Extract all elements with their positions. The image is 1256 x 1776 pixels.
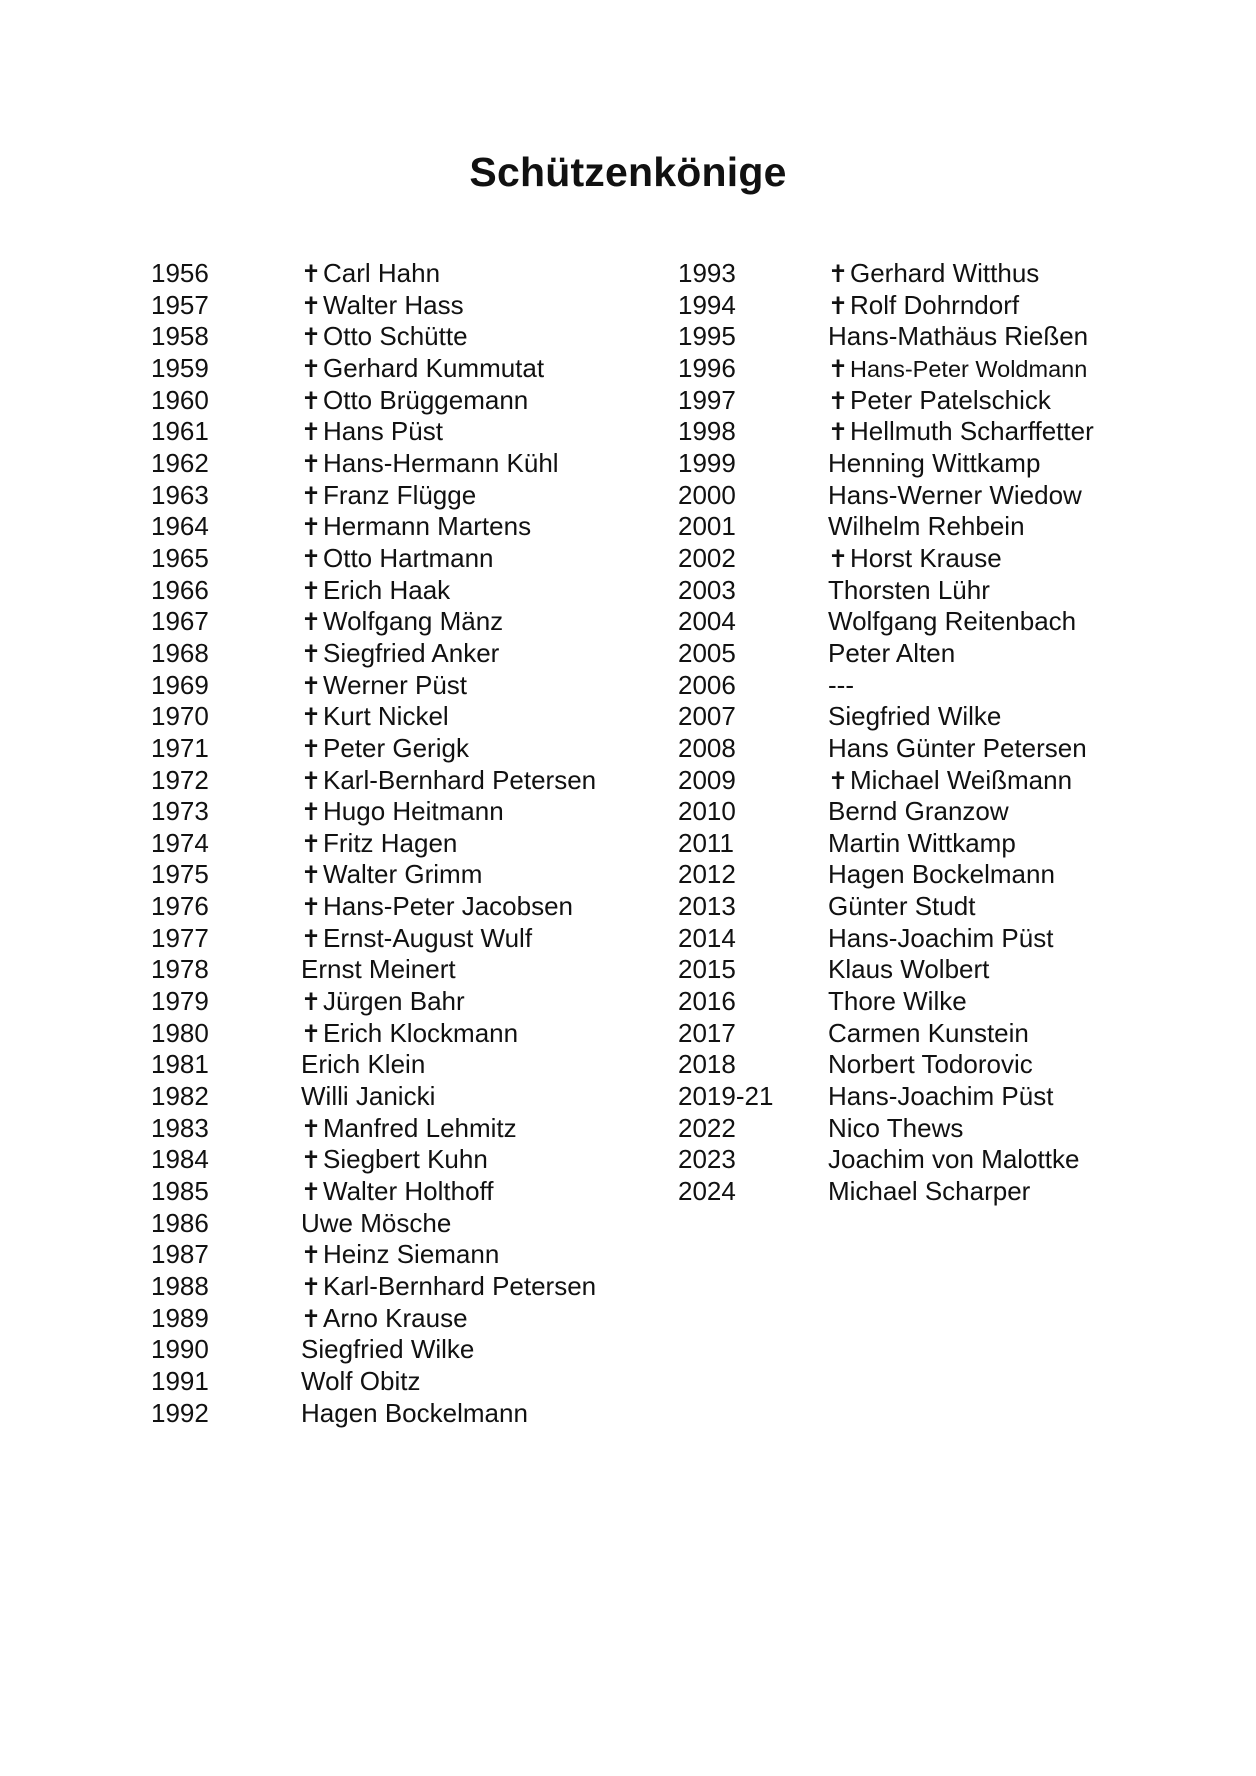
year-label: 1981 <box>151 1049 209 1080</box>
cross-icon: ✝ <box>301 703 322 732</box>
cross-icon: ✝ <box>828 354 849 383</box>
king-name-text: Otto Schütte <box>323 321 468 352</box>
king-name <box>301 575 450 608</box>
king-name <box>828 575 990 607</box>
king-name <box>828 543 1002 576</box>
year-label: 2013 <box>678 891 736 922</box>
king-name <box>828 511 1025 543</box>
king-name <box>828 1144 1079 1176</box>
year-label: 1984 <box>151 1144 209 1175</box>
king-name <box>301 1049 425 1081</box>
king-name <box>828 353 1087 386</box>
year-label: 1956 <box>151 258 209 288</box>
king-name <box>301 1366 420 1398</box>
year-label: 2024 <box>678 1176 736 1207</box>
year-label: 1972 <box>151 764 209 795</box>
cross-icon: ✝ <box>301 260 322 288</box>
year-label: 2018 <box>678 1049 736 1080</box>
cross-icon: ✝ <box>301 988 322 1017</box>
year-label: 1959 <box>151 352 209 383</box>
year-label: 1967 <box>151 606 209 637</box>
cross-icon: ✝ <box>301 829 322 858</box>
cross-icon: ✝ <box>828 291 849 320</box>
king-name-text: Franz Flügge <box>323 479 477 510</box>
king-name-text: Siegbert Kuhn <box>323 1144 488 1175</box>
king-name <box>301 1303 468 1336</box>
king-name-text: Peter Patelschick <box>850 384 1051 415</box>
cross-icon: ✝ <box>301 1241 322 1270</box>
year-label: 1997 <box>678 384 736 415</box>
king-name <box>828 923 1053 955</box>
cross-icon: ✝ <box>301 418 322 447</box>
king-name <box>301 321 468 354</box>
king-name <box>301 1398 528 1430</box>
king-name-text: Martin Wittkamp <box>828 827 1016 858</box>
king-name <box>301 385 528 418</box>
king-name <box>828 258 1039 291</box>
king-name <box>301 670 467 703</box>
king-name-text: Hans-Joachim Püst <box>828 1081 1054 1112</box>
cross-icon: ✝ <box>301 449 322 478</box>
king-name-text: --- <box>828 669 854 700</box>
king-name <box>828 638 955 670</box>
king-name-text: Wilhelm Rehbein <box>828 511 1025 542</box>
cross-icon: ✝ <box>301 513 322 542</box>
king-name-text: Hagen Bockelmann <box>301 1397 528 1428</box>
cross-icon: ✝ <box>301 354 322 383</box>
king-name-text: Siegfried Wilke <box>301 1334 475 1365</box>
king-name <box>828 796 1009 828</box>
year-label: 1963 <box>151 479 209 510</box>
king-name-text: Hans-Peter Woldmann <box>850 355 1088 382</box>
king-name <box>828 480 1082 512</box>
king-name <box>301 1144 488 1177</box>
king-name-text: Erich Klockmann <box>323 1017 519 1048</box>
year-label: 1994 <box>678 289 736 320</box>
cross-icon: ✝ <box>301 1019 322 1048</box>
year-label: 2008 <box>678 732 736 763</box>
year-label: 2011 <box>678 827 734 858</box>
king-name <box>301 1239 499 1272</box>
year-label: 1996 <box>678 352 736 383</box>
king-name <box>301 606 503 639</box>
king-name <box>301 448 559 481</box>
year-label: 1958 <box>151 321 209 352</box>
king-name <box>301 1176 494 1209</box>
king-name-text: Otto Hartmann <box>323 542 494 573</box>
year-label: 1989 <box>151 1302 209 1333</box>
year-label: 2015 <box>678 954 736 985</box>
king-name <box>828 1049 1033 1081</box>
king-name <box>301 1271 596 1304</box>
king-name <box>828 765 1072 798</box>
king-name-text: Walter Grimm <box>323 859 483 890</box>
year-label: 1966 <box>151 574 209 605</box>
cross-icon: ✝ <box>301 861 322 890</box>
king-name <box>828 986 967 1018</box>
king-name <box>828 321 1088 353</box>
king-name <box>301 353 544 386</box>
year-label: 2004 <box>678 606 736 637</box>
cross-icon: ✝ <box>828 260 849 288</box>
king-name <box>301 859 482 892</box>
king-name-text: Wolfgang Reitenbach <box>828 606 1077 637</box>
king-name <box>828 828 1016 860</box>
king-name-text: Peter Alten <box>828 637 956 668</box>
king-name-text: Walter Hass <box>323 289 464 320</box>
cross-icon: ✝ <box>301 893 322 922</box>
year-label: 1962 <box>151 447 209 478</box>
king-name-text: Kurt Nickel <box>323 701 449 732</box>
year-label: 1973 <box>151 796 209 827</box>
king-name <box>301 796 504 829</box>
king-name <box>301 891 573 924</box>
king-name <box>301 1081 435 1113</box>
year-label: 1975 <box>151 859 209 890</box>
year-label: 1964 <box>151 511 209 542</box>
year-label: 1992 <box>151 1397 209 1428</box>
cross-icon: ✝ <box>301 576 322 605</box>
king-name-text: Werner Püst <box>323 669 468 700</box>
year-label: 1965 <box>151 542 209 573</box>
year-label: 1999 <box>678 447 736 478</box>
king-name <box>828 1113 963 1145</box>
year-label: 1978 <box>151 954 209 985</box>
cross-icon: ✝ <box>828 386 849 415</box>
king-name <box>301 638 499 671</box>
king-name <box>301 511 531 544</box>
king-name-text: Wolf Obitz <box>301 1365 421 1396</box>
king-name <box>828 448 1040 480</box>
king-name-text: Gerhard Kummutat <box>323 352 545 383</box>
king-name <box>301 543 494 576</box>
king-name-text: Ernst Meinert <box>301 954 456 985</box>
king-name <box>301 258 440 291</box>
cross-icon: ✝ <box>301 924 322 953</box>
year-label: 2019-21 <box>678 1081 774 1112</box>
year-label: 1968 <box>151 637 209 668</box>
king-name-text: Bernd Granzow <box>828 796 1009 827</box>
king-name <box>828 606 1076 638</box>
king-name-text: Klaus Wolbert <box>828 954 990 985</box>
year-label: 2010 <box>678 796 736 827</box>
cross-icon: ✝ <box>301 734 322 763</box>
king-name-text: Otto Brüggemann <box>323 384 529 415</box>
king-name <box>828 891 975 923</box>
king-name <box>828 1081 1053 1113</box>
year-label: 1993 <box>678 258 736 288</box>
cross-icon: ✝ <box>301 798 322 827</box>
year-label: 1991 <box>151 1365 209 1396</box>
king-name-text: Rolf Dohrndorf <box>850 289 1020 320</box>
year-label: 1995 <box>678 321 736 352</box>
king-name-text: Carl Hahn <box>323 258 441 288</box>
king-name-text: Hans Püst <box>323 416 443 447</box>
king-name-text: Hans-Peter Jacobsen <box>323 891 574 922</box>
king-name-text: Karl-Bernhard Petersen <box>323 764 597 795</box>
year-label: 2016 <box>678 986 736 1017</box>
king-name-text: Heinz Siemann <box>323 1239 500 1270</box>
king-name <box>828 1176 1030 1208</box>
king-name <box>301 290 464 323</box>
year-label: 2003 <box>678 574 736 605</box>
year-label: 1970 <box>151 701 209 732</box>
cross-icon: ✝ <box>301 1178 322 1207</box>
year-label: 1980 <box>151 1017 209 1048</box>
king-name <box>828 859 1055 891</box>
king-name <box>301 828 457 861</box>
king-name <box>828 385 1051 418</box>
king-name-text: Hagen Bockelmann <box>828 859 1055 890</box>
king-name-text: Walter Holthoff <box>323 1176 494 1207</box>
king-name-text: Hans-Hermann Kühl <box>323 447 559 478</box>
king-name-text: Thorsten Lühr <box>828 574 990 605</box>
king-name <box>301 765 596 798</box>
king-name <box>301 1334 474 1366</box>
year-label: 2022 <box>678 1112 736 1143</box>
king-name <box>301 986 465 1019</box>
king-name-text: Gerhard Witthus <box>850 258 1040 288</box>
year-label: 2012 <box>678 859 736 890</box>
year-label: 1982 <box>151 1081 209 1112</box>
king-name-text: Hans-Werner Wiedow <box>828 479 1082 510</box>
king-name-text: Willi Janicki <box>301 1081 436 1112</box>
king-name-text: Hans-Mathäus Rießen <box>828 321 1089 352</box>
king-name-text: Peter Gerigk <box>323 732 469 763</box>
king-name-text: Thore Wilke <box>828 986 967 1017</box>
king-name <box>828 1018 1029 1050</box>
year-label: 1961 <box>151 416 209 447</box>
year-label: 1957 <box>151 289 209 320</box>
king-name-text: Michael Scharper <box>828 1176 1031 1207</box>
king-name-text: Hugo Heitmann <box>323 796 504 827</box>
cross-icon: ✝ <box>301 766 322 795</box>
king-name <box>828 701 1001 733</box>
king-name-text: Fritz Hagen <box>323 827 458 858</box>
king-name <box>828 954 989 986</box>
cross-icon: ✝ <box>301 1304 322 1333</box>
cross-icon: ✝ <box>301 291 322 320</box>
year-label: 2009 <box>678 764 736 795</box>
king-name-text: Norbert Todorovic <box>828 1049 1033 1080</box>
king-name-text: Carmen Kunstein <box>828 1017 1029 1048</box>
year-label: 1986 <box>151 1207 209 1238</box>
cross-icon: ✝ <box>301 1273 322 1301</box>
king-name-text: Karl-Bernhard Petersen <box>323 1271 597 1301</box>
year-label: 1960 <box>151 384 209 415</box>
year-label: 2017 <box>678 1017 736 1048</box>
king-name <box>301 1113 517 1146</box>
year-label: 2023 <box>678 1144 736 1175</box>
cross-icon: ✝ <box>301 1146 322 1175</box>
year-label: 2001 <box>678 511 736 542</box>
king-name <box>828 416 1094 449</box>
year-label: 1969 <box>151 669 209 700</box>
king-name-text: Siegfried Anker <box>323 637 500 668</box>
king-name <box>828 290 1019 323</box>
king-name-text: Siegfried Wilke <box>828 701 1002 732</box>
king-name <box>828 670 854 702</box>
king-name-text: Michael Weißmann <box>850 764 1073 795</box>
cross-icon: ✝ <box>301 639 322 668</box>
king-name-text: Günter Studt <box>828 891 976 922</box>
year-label: 1979 <box>151 986 209 1017</box>
king-name <box>828 733 1087 765</box>
cross-icon: ✝ <box>301 386 322 415</box>
king-name <box>301 416 443 449</box>
king-name-text: Nico Thews <box>828 1112 964 1143</box>
year-label: 1971 <box>151 732 209 763</box>
king-name-text: Erich Haak <box>323 574 451 605</box>
king-name-text: Henning Wittkamp <box>828 447 1041 478</box>
king-name <box>301 733 469 766</box>
king-name-text: Hermann Martens <box>323 511 532 542</box>
king-name-text: Horst Krause <box>850 542 1002 573</box>
king-name-text: Uwe Mösche <box>301 1207 452 1238</box>
year-label: 1998 <box>678 416 736 447</box>
king-name-text: Manfred Lehmitz <box>323 1112 517 1143</box>
king-name-text: Hellmuth Scharffetter <box>850 416 1094 447</box>
king-name-text: Hans-Joachim Püst <box>828 922 1054 953</box>
cross-icon: ✝ <box>828 418 849 447</box>
year-label: 1988 <box>151 1271 209 1301</box>
king-name <box>301 480 476 513</box>
year-label: 1977 <box>151 922 209 953</box>
year-label: 2000 <box>678 479 736 510</box>
cross-icon: ✝ <box>301 544 322 573</box>
year-label: 2007 <box>678 701 736 732</box>
king-name <box>301 923 532 956</box>
year-label: 2002 <box>678 542 736 573</box>
year-label: 1983 <box>151 1112 209 1143</box>
king-name <box>301 1018 518 1051</box>
king-name <box>301 701 449 734</box>
king-name-text: Erich Klein <box>301 1049 426 1080</box>
king-name <box>301 1208 451 1240</box>
year-label: 1990 <box>151 1334 209 1365</box>
king-name-text: Jürgen Bahr <box>323 986 465 1017</box>
king-name-text: Ernst-August Wulf <box>323 922 533 953</box>
year-label: 1987 <box>151 1239 209 1270</box>
year-label: 2005 <box>678 637 736 668</box>
cross-icon: ✝ <box>301 481 322 510</box>
year-label: 1985 <box>151 1176 209 1207</box>
king-name-text: Arno Krause <box>323 1302 468 1333</box>
year-label: 2006 <box>678 669 736 700</box>
year-label: 1976 <box>151 891 209 922</box>
king-name <box>301 954 456 986</box>
page-title: Schützenkönige <box>469 149 787 195</box>
cross-icon: ✝ <box>828 544 849 573</box>
cross-icon: ✝ <box>301 608 322 637</box>
king-name-text: Wolfgang Mänz <box>323 606 504 637</box>
year-label: 2014 <box>678 922 736 953</box>
cross-icon: ✝ <box>301 671 322 700</box>
cross-icon: ✝ <box>301 323 322 352</box>
king-name-text: Joachim von Malottke <box>828 1144 1080 1175</box>
year-label: 1974 <box>151 827 209 858</box>
cross-icon: ✝ <box>301 1114 322 1143</box>
king-name-text: Hans Günter Petersen <box>828 732 1087 763</box>
cross-icon: ✝ <box>828 766 849 795</box>
